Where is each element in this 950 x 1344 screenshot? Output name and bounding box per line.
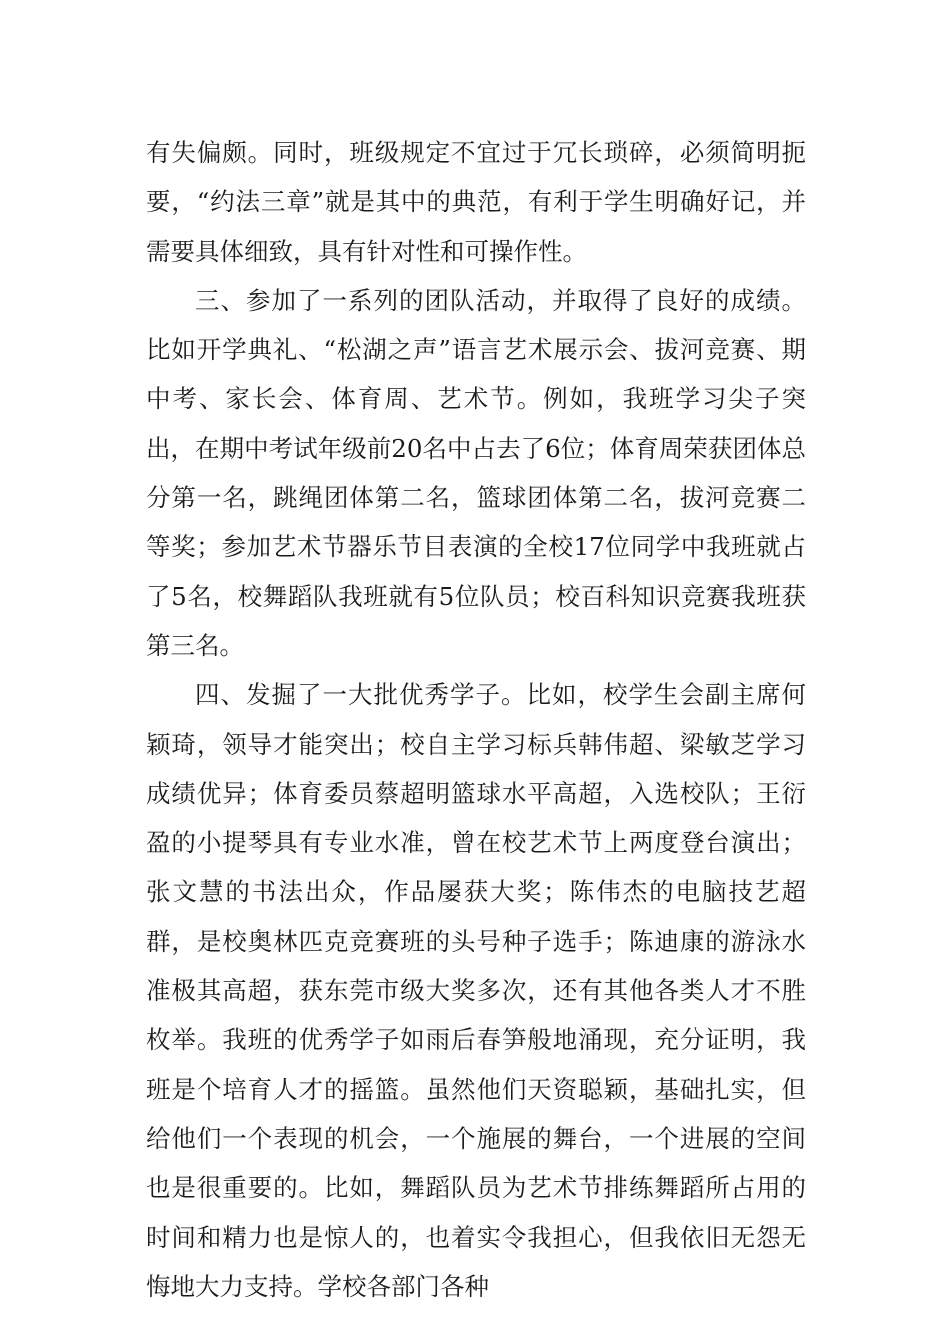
paragraph-team-activities: 三、参加了一系列的团队活动，并取得了良好的成绩。比如开学典礼、“松湖之声”语言艺术展示会、拔河竞赛、期中考、家长会、体育周、艺术节。例如，我班学习尖子突出，在期中考试年级前20名中占去了6位；体育周荣获团体总分第一名，跳绳团体第二名，篮球团体第二名，拔河竞赛二等奖；参加艺术节器乐节目表演的全校17位同学中我班就占了5名，校舞蹈队我班就有5位队员；校百科知识竞赛我班获第三名。 [146,285,806,660]
paragraph-continuation: 有失偏颇。同时，班级规定不宜过于冗长琐碎，必须简明扼要，“约法三章”就是其中的典范，有利于学生明确好记，并需要具体细致，具有针对性和可操作性。 [146,138,806,266]
document-body [146,128,806,1311]
paragraph-outstanding-students: 四、发掘了一大批优秀学子。比如，校学生会副主席何颖琦，领导才能突出；校自主学习标兵韩伟超、梁敏芝学习成绩优异；体育委员蔡超明篮球水平高超，入选校队；王衍盈的小提琴具有专业水准，曾在校艺术节上两度登台演出；张文慧的书法出众，作品屡获大奖；陈伟杰的电脑技艺超群，是校奥林匹克竞赛班的头号种子选手；陈迪康的游泳水准极其高超，获东莞市级大奖多次，还有其他各类人才不胜枚举。我班的优秀学子如雨后春笋般地涌现，充分证明，我班是个培育人才的摇篮。虽然他们天资聪颖，基础扎实，但给他们一个表现的机会，一个施展的舞台，一个进展的空间也是很重要的。比如，舞蹈队员为艺术节排练舞蹈所占用的时间和精力也是惊人的，也着实令我担心，但我依旧无怨无悔地大力支持。学校各部门各种 [146,680,806,1301]
